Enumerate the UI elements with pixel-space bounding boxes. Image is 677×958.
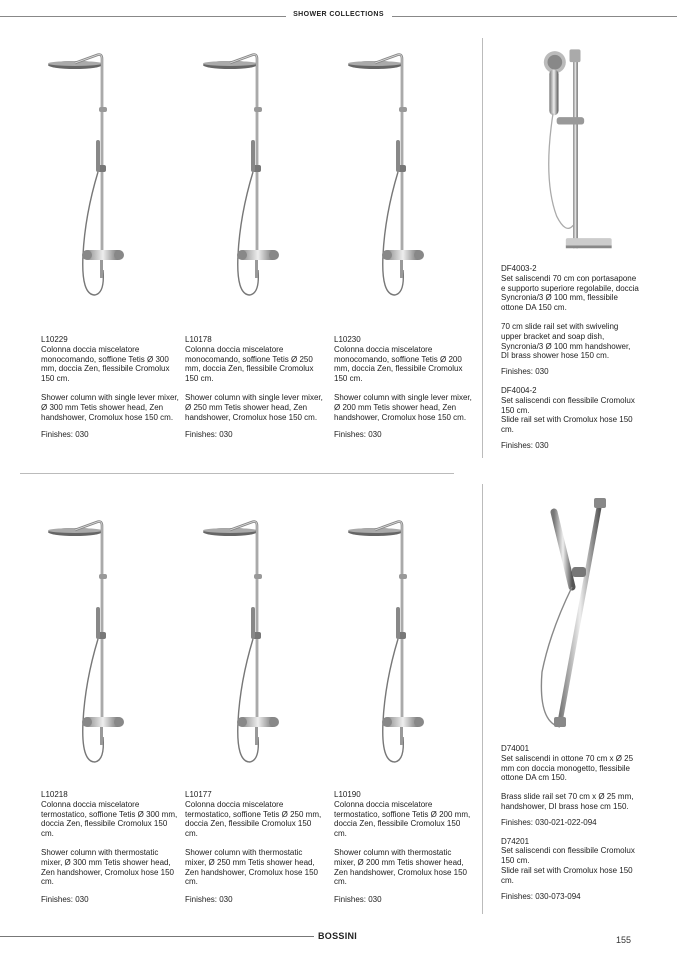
product-description-en: Shower column with thermostatic mixer, Ø 300 mm Tetis shower head, Zen handshower, Cromolux hose 150 cm. [41, 847, 174, 887]
product-description-it: Colonna doccia miscelatore monocomando, soffione Tetis Ø 250 mm, doccia Zen, flessibile Cromolux 150 cm. [185, 344, 314, 384]
product-code: DF4004-2 [501, 385, 537, 395]
product-description-en: Shower column with single lever mixer, Ø 250 mm Tetis shower head, Zen handshower, Cromolux hose 150 cm. [185, 392, 323, 422]
footer-rule-left [0, 936, 314, 937]
product-description-it: Colonna doccia miscelatore monocomando, soffione Tetis Ø 200 mm, doccia Zen, flessibile Cromolux 150 cm. [334, 344, 463, 384]
product-l10230 [334, 335, 474, 440]
product-l10218 [41, 790, 181, 905]
product-description-en: Slide rail set with Cromolux hose 150 cm. [501, 415, 633, 435]
product-code: L10230 [334, 335, 361, 344]
product-description-en: Shower column with single lever mixer, Ø 300 mm Tetis shower head, Zen handshower, Cromolux hose 150 cm. [41, 392, 179, 422]
product-l10177 [185, 790, 325, 905]
product-image-l10229 [45, 45, 135, 305]
product-d74001 [501, 744, 639, 901]
product-description-en: 70 cm slide rail set with swiveling upper bracket and soap dish, Syncronia/3 Ø 100 mm handshower, DI brass shower hose 150 cm. [501, 321, 631, 361]
product-code: D74001 [501, 744, 530, 753]
product-description-en: Shower column with thermostatic mixer, Ø 200 mm Tetis shower head, Zen handshower, Cromolux hose 150 cm. [334, 847, 467, 887]
product-code: L10229 [41, 335, 68, 344]
row-divider [20, 473, 454, 474]
product-description-en: Slide rail set with Cromolux hose 150 cm. [501, 865, 633, 885]
product-finishes: Finishes: 030 [185, 895, 233, 905]
page-number: 155 [616, 935, 632, 945]
product-description-en: Shower column with single lever mixer, Ø 200 mm Tetis shower head, Zen handshower, Cromolux hose 150 cm. [334, 392, 472, 422]
product-description-en: Brass slide rail set 70 cm x Ø 25 mm, handshower, DI brass hose cm 150. [501, 792, 634, 811]
product-image-l10218 [45, 512, 135, 772]
column-divider-top [482, 38, 483, 458]
product-finishes: Finishes: 030 [41, 895, 89, 905]
product-finishes: Finishes: 030-073-094 [501, 891, 581, 901]
product-code: L10190 [334, 790, 361, 799]
column-divider-bottom [482, 484, 483, 914]
product-description-it: Colonna doccia miscelatore monocomando, soffione Tetis Ø 300 mm, doccia Zen, flessibile Cromolux 150 cm. [41, 344, 170, 384]
product-code: L10178 [185, 335, 212, 344]
product-image-l10177 [200, 512, 290, 772]
product-finishes: Finishes: 030-021-022-094 [501, 817, 597, 827]
product-finishes: Finishes: 030 [334, 895, 382, 905]
product-l10178 [185, 335, 325, 440]
product-description-it: Colonna doccia miscelatore termostatico, soffione Tetis Ø 200 mm, doccia Zen, flessibile Cromolux 150 cm. [334, 799, 471, 839]
product-finishes: Finishes: 030 [185, 430, 233, 440]
product-image-l10178 [200, 45, 290, 305]
product-description-en: Shower column with thermostatic mixer, Ø 250 mm Tetis shower head, Zen handshower, Cromolux hose 150 cm. [185, 847, 318, 887]
product-description-it: Set saliscendi con flessibile Cromolux 150 cm. [501, 395, 635, 415]
product-image-l10230 [345, 45, 435, 305]
product-finishes: Finishes: 030 [501, 367, 549, 377]
product-l10190 [334, 790, 474, 905]
product-code: L10218 [41, 790, 68, 799]
product-description-it: Set saliscendi con flessibile Cromolux 150 cm. [501, 846, 635, 866]
product-image-l10190 [345, 512, 435, 772]
product-description-it: Colonna doccia miscelatore termostatico, soffione Tetis Ø 300 mm, doccia Zen, flessibile Cromolux 150 cm. [41, 799, 178, 839]
product-l10229 [41, 335, 181, 440]
product-finishes: Finishes: 030 [41, 430, 89, 440]
product-image-d74001 [520, 492, 620, 742]
product-finishes: Finishes: 030 [334, 430, 382, 440]
product-image-df4003 [520, 42, 630, 262]
section-title: SHOWER COLLECTIONS [0, 11, 677, 18]
product-description-it: Set saliscendi 70 cm con portasapone e supporto superiore regolabile, doccia Syncronia/3 Ø 100 mm, flessibile ottone DA 150 cm. [501, 273, 639, 313]
product-description-it: Colonna doccia miscelatore termostatico, soffione Tetis Ø 250 mm, doccia Zen, flessibile Cromolux 150 cm. [185, 799, 322, 839]
product-code: L10177 [185, 790, 212, 799]
product-df4003-2 [501, 264, 639, 451]
product-code: D74201 [501, 836, 530, 846]
product-code: DF4003-2 [501, 264, 537, 273]
brand-logo: BOSSINI [318, 931, 358, 941]
product-description-it: Set saliscendi in ottone 70 cm x Ø 25 mm con doccia monogetto, flessibile ottone DA cm 150. [501, 753, 634, 783]
product-finishes: Finishes: 030 [501, 440, 549, 450]
